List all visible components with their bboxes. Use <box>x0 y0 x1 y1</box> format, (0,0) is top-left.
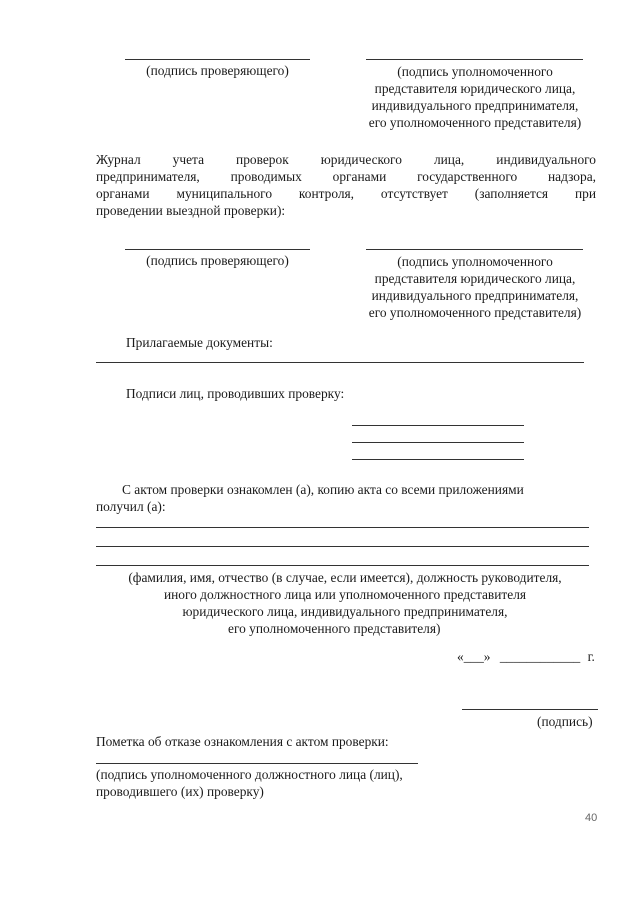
refusal-label: Пометка об отказе ознакомления с актом проверки: <box>96 734 389 749</box>
page-number: 40 <box>585 812 598 824</box>
authorized-signature-line-2 <box>366 249 583 250</box>
inspector-signature-line-2 <box>125 249 310 250</box>
date-open-quote: « <box>457 649 464 664</box>
inspector-signature-blank <box>352 425 524 426</box>
refusal-caption-line: проводившего (их) проверку) <box>96 784 264 799</box>
refusal-caption-line: (подпись уполномоченного должностного лица (лиц), <box>96 767 403 782</box>
acknowledgement-blank <box>96 546 589 547</box>
inspector-signature-caption-2: (подпись проверяющего) <box>146 253 289 268</box>
authorized-caption-line: индивидуального предпринимателя, <box>371 98 579 113</box>
fio-caption-line: юридического лица, индивидуального предпринимателя, <box>182 604 508 619</box>
authorized-caption-line: его уполномоченного представителя) <box>368 115 582 130</box>
date-close-quote: » <box>483 649 491 664</box>
journal-paragraph-line: предпринимателя, проводимых органами государственного надзора, <box>96 169 596 184</box>
authorized-caption-line: представителя юридического лица, <box>374 271 576 286</box>
acknowledgement-line: получил (а): <box>96 499 166 514</box>
acknowledgement-blank <box>96 527 589 528</box>
authorized-caption-line: представителя юридического лица, <box>374 81 576 96</box>
date-month-blank: ____________ <box>499 649 581 664</box>
refusal-signature-line <box>96 763 418 764</box>
date-day-blank: ___ <box>463 649 484 664</box>
authorized-caption-line: его уполномоченного представителя) <box>368 305 582 320</box>
attached-documents-line <box>96 362 584 363</box>
journal-paragraph-line: проведении выездной проверки): <box>96 203 286 218</box>
acknowledgement-line: С актом проверки ознакомлен (а), копию акта со всеми приложениями <box>122 482 524 497</box>
fio-caption-line: иного должностного лица или уполномоченного представителя <box>163 587 527 602</box>
authorized-signature-line-1 <box>366 59 583 60</box>
inspector-signature-line-1 <box>125 59 310 60</box>
authorized-caption-line: (подпись уполномоченного <box>397 64 553 79</box>
inspectors-signatures-label: Подписи лиц, проводивших проверку: <box>126 386 345 401</box>
inspector-signature-blank <box>352 459 524 460</box>
signature-line <box>462 709 598 710</box>
journal-paragraph-line: Журнал учета проверок юридического лица, индивидуального <box>96 152 596 167</box>
authorized-caption-line: индивидуального предпринимателя, <box>371 288 579 303</box>
date-line <box>457 648 595 665</box>
fio-caption-line: (фамилия, имя, отчество (в случае, если имеется), должность руководителя, <box>128 570 562 585</box>
authorized-caption-line: (подпись уполномоченного <box>397 254 553 269</box>
inspector-signature-caption-1: (подпись проверяющего) <box>146 63 289 78</box>
attached-documents-label: Прилагаемые документы: <box>126 335 273 350</box>
inspector-signature-blank <box>352 442 524 443</box>
acknowledgement-blank <box>96 565 589 566</box>
signature-caption: (подпись) <box>537 714 593 729</box>
journal-paragraph-line: органами муниципального контроля, отсутствует (заполняется при <box>96 186 596 201</box>
fio-caption-line: его уполномоченного представителя) <box>228 621 441 636</box>
date-year-suffix: г. <box>587 649 595 664</box>
